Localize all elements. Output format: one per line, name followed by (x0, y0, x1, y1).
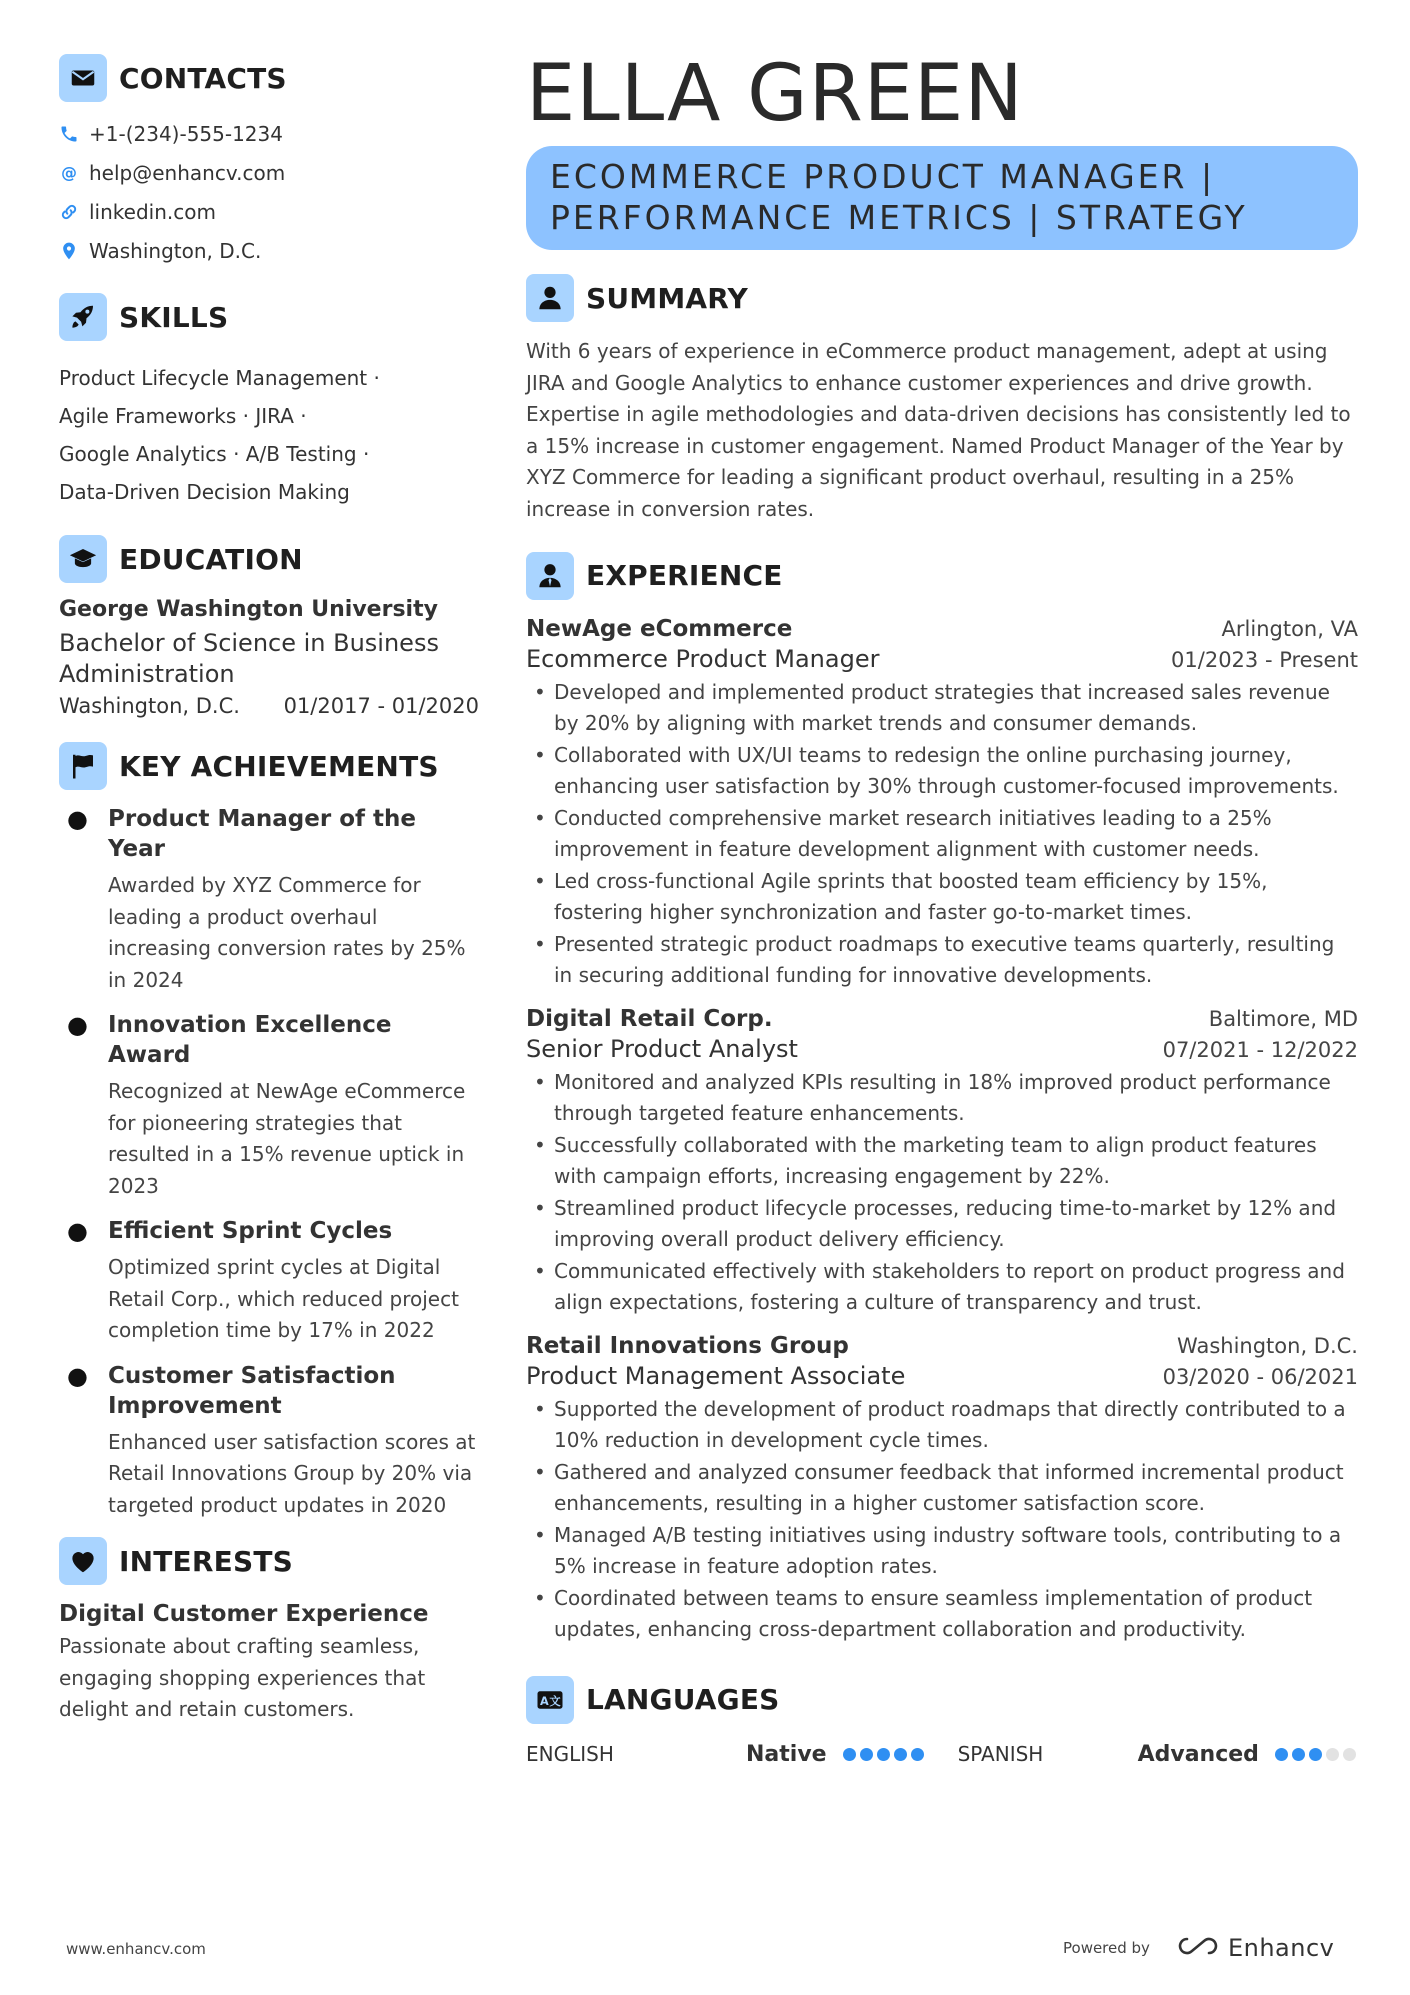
company-name: NewAge eCommerce (526, 615, 793, 642)
location-text: Washington, D.C. (89, 238, 262, 263)
job-bullet: • Coordinated between teams to ensure seamless implementation of product updates, enhancing cross-department collaboration and productivity. (534, 1585, 1313, 1642)
achievements-list (59, 804, 479, 1521)
interest-desc: Passionate about crafting seamless, engaging shopping experiences that delight and retain customers. (59, 1634, 426, 1721)
skills-list (59, 359, 479, 511)
link-icon (59, 202, 79, 222)
skill-line: Data-Driven Decision Making (59, 480, 350, 504)
experience-title: EXPERIENCE (586, 559, 783, 593)
linkedin-text: linkedin.com (89, 199, 216, 224)
languages-title: LANGUAGES (586, 1683, 780, 1717)
phone-text: +1-(234)-555-1234 (89, 121, 283, 146)
flag-icon (59, 742, 107, 790)
job-role: Senior Product Analyst (526, 1034, 798, 1063)
skill-line: Google Analytics · A/B Testing · (59, 442, 370, 466)
language-name: SPANISH (957, 1742, 1044, 1767)
job-entry (526, 616, 1358, 992)
rating-dot (1326, 1748, 1339, 1761)
company-name: Retail Innovations Group (526, 1332, 849, 1359)
achievement-desc: Optimized sprint cycles at Digital Retail Corp., which reduced project completion time by 17% in 2022 (108, 1255, 459, 1342)
rating-dot (860, 1748, 873, 1761)
svg-text:文: 文 (549, 1694, 561, 1708)
interests-title: INTERESTS (119, 1544, 293, 1578)
enhancv-logo-icon (1176, 1935, 1220, 1961)
job-dates: 03/2020 - 06/2021 (1162, 1364, 1358, 1389)
education-dates: 01/2017 - 01/2020 (283, 694, 479, 718)
job-bullet: • Collaborated with UX/UI teams to redesign the online purchasing journey, enhancing user satisfaction by 30% through customer-focused improvements. (534, 742, 1339, 799)
rating-dot (911, 1748, 924, 1761)
rating-dot (1292, 1748, 1305, 1761)
contact-phone[interactable] (59, 114, 479, 153)
achievement-item (59, 1216, 479, 1347)
job-dates: 01/2023 - Present (1171, 647, 1358, 672)
achievement-item (59, 1361, 479, 1522)
language-rating (1275, 1748, 1356, 1761)
job-bullet: • Gathered and analyzed consumer feedback that informed incremental product enhancements, resulting in a higher customer satisfaction score. (534, 1459, 1344, 1516)
skill-line: Product Lifecycle Management · (59, 366, 380, 390)
achievements-header (59, 740, 479, 792)
job-bullet: • Streamlined product lifecycle processes, reducing time-to-market by 12% and improving overall product delivery efficiency. (534, 1195, 1337, 1252)
user-icon (526, 274, 574, 322)
job-bullet: • Conducted comprehensive market research initiatives leading to a 25% improvement in feature development alignment with customer needs. (534, 805, 1272, 862)
job-bullet: • Successfully collaborated with the marketing team to align product features with campaign efforts, increasing engagement by 22%. (534, 1132, 1317, 1189)
headline-box (526, 146, 1358, 250)
phone-icon (59, 124, 79, 144)
achievement-desc: Awarded by XYZ Commerce for leading a product overhaul increasing conversion rates by 25% in 2024 (108, 873, 466, 992)
language-level: Advanced (1137, 1741, 1259, 1767)
job-location: Arlington, VA (1221, 616, 1358, 641)
achievement-title: Product Manager of the Year (108, 806, 416, 862)
language-name: ENGLISH (526, 1742, 614, 1767)
job-bullet: • Developed and implemented product strategies that increased sales revenue by 20% by aligning with market trends and consumer demands. (534, 679, 1330, 736)
candidate-name: ELLA GREEN (526, 49, 1024, 139)
right-column (526, 49, 1358, 1767)
achievement-item (59, 1010, 479, 1202)
language-level: Native (746, 1741, 827, 1767)
rating-dot (1309, 1748, 1322, 1761)
powered-by-text: Powered by (1063, 1939, 1150, 1957)
rating-dot (843, 1748, 856, 1761)
job-role: Ecommerce Product Manager (526, 644, 880, 673)
businessman-icon (526, 552, 574, 600)
footer-brand[interactable] (1063, 1934, 1334, 1962)
bullet-dot: ● (67, 805, 88, 833)
footer-website[interactable]: www.enhancv.com (66, 1940, 206, 1958)
education-meta (59, 694, 479, 718)
job-location: Washington, D.C. (1177, 1333, 1358, 1358)
bullet-dot: ● (67, 1217, 88, 1245)
experience-header (526, 550, 1358, 602)
job-location: Baltimore, MD (1208, 1006, 1358, 1031)
education-header (59, 533, 479, 585)
job-bullet: • Monitored and analyzed KPIs resulting in 18% improved product performance through targeted feature enhancements. (534, 1069, 1331, 1126)
language-rating (843, 1748, 924, 1761)
contact-email[interactable] (59, 153, 479, 192)
skill-line: Agile Frameworks · JIRA · (59, 404, 307, 428)
achievement-title: Innovation Excellence Award (108, 1012, 392, 1068)
achievement-title: Customer Satisfaction Improvement (108, 1362, 396, 1419)
contacts-header (59, 52, 479, 104)
job-bullet: • Presented strategic product roadmaps to executive teams quarterly, resulting in securing additional funding for innovative developments. (534, 931, 1335, 988)
job-bullet: • Managed A/B testing initiatives using industry software tools, contributing to a 5% increase in feature adoption rates. (534, 1522, 1342, 1579)
interests-header (59, 1535, 479, 1587)
interest-entry (59, 1601, 479, 1726)
job-bullet: • Led cross-functional Agile sprints that boosted team efficiency by 15%, fostering higher synchronization and faster go-to-market times. (534, 868, 1268, 925)
skills-title: SKILLS (119, 300, 229, 334)
rocket-icon (59, 293, 107, 341)
job-entry (526, 1333, 1358, 1646)
summary-header (526, 272, 1358, 324)
achievements-title: KEY ACHIEVEMENTS (119, 749, 439, 783)
summary-text: With 6 years of experience in eCommerce product management, adept at using JIRA and Google Analytics to enhance customer experiences and drive growth. Expertise in agile methodologies and data-driven decisions has consistently led to a 15% increase in customer engagement. Named Product Manager of the Year by XYZ Commerce for leading a significant product overhaul, resulting in a 25% increase in conversion rates. (526, 339, 1351, 521)
contacts-list (59, 114, 479, 270)
contact-linkedin[interactable] (59, 192, 479, 231)
bullet-dot: ● (67, 1361, 88, 1390)
job-dates: 07/2021 - 12/2022 (1162, 1037, 1358, 1062)
graduation-cap-icon (59, 535, 107, 583)
bullet-dot: ● (67, 1011, 88, 1039)
job-bullet: • Supported the development of product roadmaps that directly contributed to a 10% reduction in development cycle times. (534, 1396, 1346, 1453)
company-name: Digital Retail Corp. (526, 1005, 773, 1032)
email-text: help@enhancv.com (89, 160, 286, 185)
rating-dot (877, 1748, 890, 1761)
rating-dot (894, 1748, 907, 1761)
education-entry (59, 597, 479, 718)
svg-text:@: @ (61, 162, 77, 182)
education-location: Washington, D.C. (59, 694, 240, 718)
achievement-title: Efficient Sprint Cycles (108, 1218, 393, 1244)
degree: Bachelor of Science in Business Administration (59, 629, 439, 688)
heart-icon (59, 1537, 107, 1585)
summary-title: SUMMARY (586, 281, 749, 315)
education-title: EDUCATION (119, 542, 303, 576)
achievement-desc: Recognized at NewAge eCommerce for pioneering strategies that resulted in a 15% revenue uptick in 2023 (108, 1079, 466, 1198)
job-bullet: • Communicated effectively with stakeholders to report on product progress and align expectations, fostering a culture of transparency and trust. (534, 1258, 1345, 1315)
svg-text:A: A (540, 1694, 549, 1708)
achievement-desc: Enhanced user satisfaction scores at Retail Innovations Group by 20% via targeted product updates in 2020 (108, 1429, 476, 1517)
envelope-icon (59, 54, 107, 102)
job-entry (526, 1006, 1358, 1319)
languages-header (526, 1674, 1358, 1726)
map-pin-icon (59, 241, 79, 261)
interest-title: Digital Customer Experience (59, 1601, 429, 1627)
contacts-title: CONTACTS (119, 61, 287, 95)
school-name: George Washington University (59, 597, 438, 622)
headline-text: ECOMMERCE PRODUCT MANAGER | PERFORMANCE METRICS | STRATEGY (550, 157, 1248, 237)
languages-row (526, 1742, 1358, 1767)
translate-icon (526, 1676, 574, 1724)
rating-dot (1343, 1748, 1356, 1761)
at-icon (59, 163, 79, 183)
left-column (59, 52, 479, 1726)
skills-header (59, 291, 479, 343)
achievement-item (59, 804, 479, 996)
contact-location (59, 231, 479, 270)
rating-dot (1275, 1748, 1288, 1761)
job-role: Product Management Associate (526, 1361, 906, 1390)
enhancv-brand: Enhancv (1227, 1934, 1335, 1962)
